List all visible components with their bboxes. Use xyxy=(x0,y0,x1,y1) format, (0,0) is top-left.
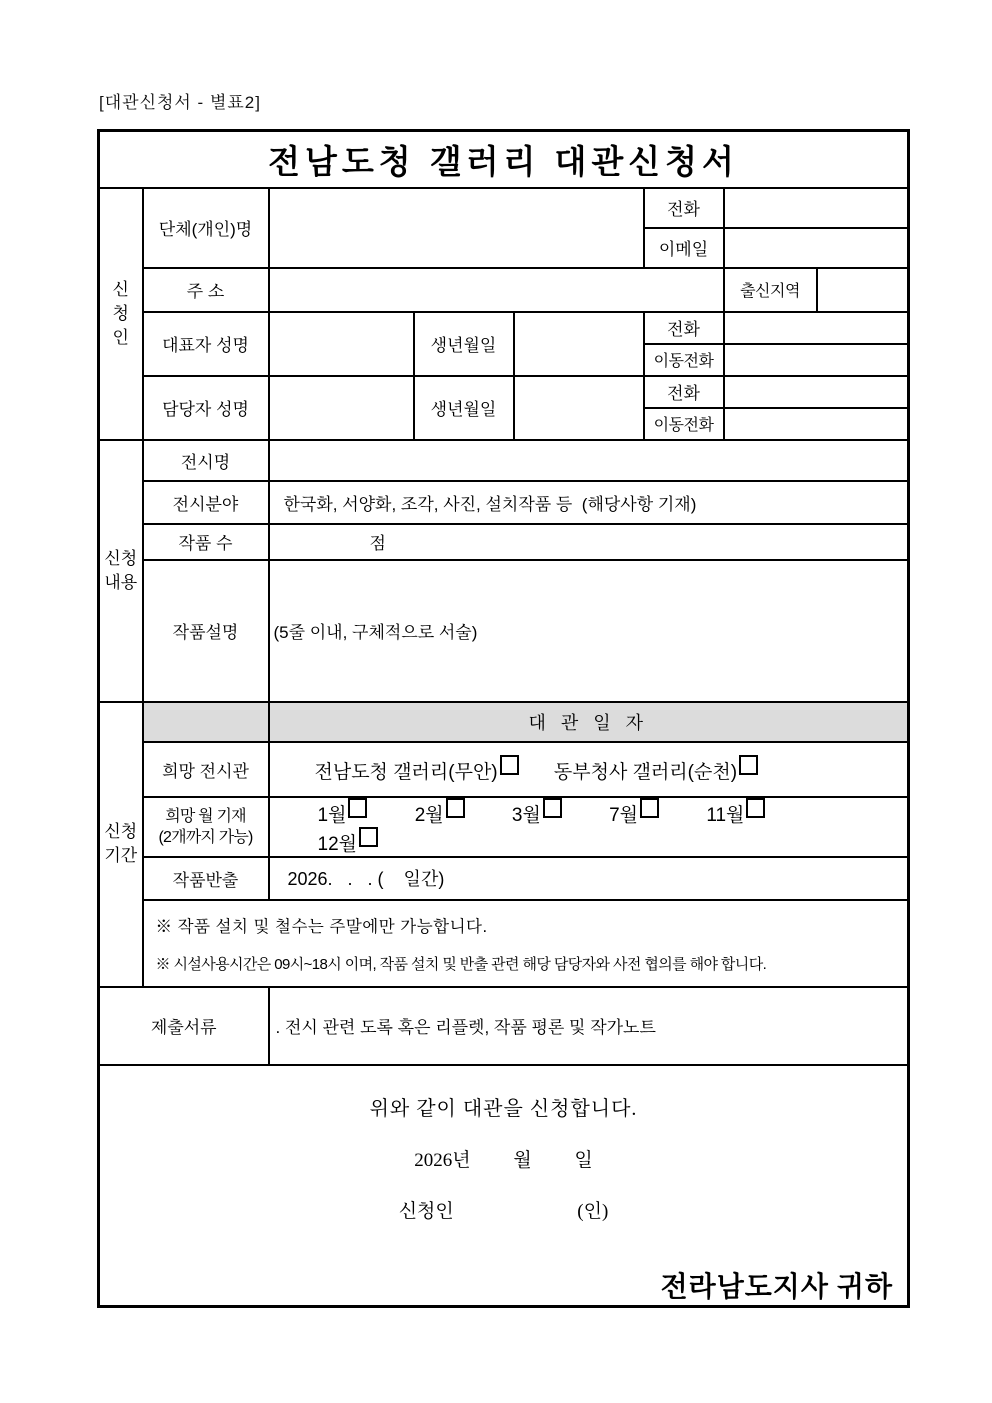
section-applicant-label-char: 신 xyxy=(112,279,129,299)
manager-phone-label: 전화 xyxy=(644,376,724,408)
exhibition-field-label: 전시분야 xyxy=(143,481,269,524)
month-option-label: 2월 xyxy=(414,804,444,826)
desired-month-label-line: (2개까지 가능) xyxy=(158,828,253,846)
artwork-return-input-cell[interactable]: 2026. . . ( 일간) xyxy=(269,857,909,900)
section-period-label-line: 기간 xyxy=(104,846,138,865)
month-option-checkbox-mar[interactable] xyxy=(543,798,562,818)
artwork-desc-input-cell[interactable]: (5줄 이내, 구체적으로 서술) xyxy=(269,560,909,702)
applicant-signature-line[interactable]: 신청인 (인) xyxy=(398,1200,609,1222)
section-content-label-line: 내용 xyxy=(104,572,138,592)
org-name-label: 단체(개인)명 xyxy=(143,188,269,268)
representative-name-input-cell[interactable] xyxy=(269,312,414,376)
submission-docs-value: . 전시 관련 도록 혹은 리플렛, 작품 평론 및 작가노트 xyxy=(269,987,909,1065)
month-option-checkbox-jul[interactable] xyxy=(640,798,659,818)
form-reference-note: [대관신청서 - 별표2] xyxy=(99,93,261,112)
submission-docs-label: 제출서류 xyxy=(99,987,269,1065)
note-weekend-only: ※ 작품 설치 및 철수는 주말에만 가능합니다. xyxy=(155,917,488,936)
address-label: 주 소 xyxy=(143,268,269,312)
rental-date-header-spacer xyxy=(143,702,269,742)
manager-birthdate-label: 생년월일 xyxy=(414,376,514,440)
manager-name-label: 담당자 성명 xyxy=(143,376,269,440)
exhibition-title-input-cell[interactable] xyxy=(269,440,909,481)
month-option-label: 12월 xyxy=(317,833,357,855)
manager-mobile-input-cell[interactable] xyxy=(724,408,909,440)
address-input-cell[interactable] xyxy=(269,268,724,312)
org-phone-input-cell[interactable] xyxy=(724,188,909,228)
artwork-count-label: 작품 수 xyxy=(143,524,269,560)
application-form-table xyxy=(97,129,910,1308)
representative-name-label: 대표자 성명 xyxy=(143,312,269,376)
gallery-option-muan-label: 전남도청 갤러리(무안) xyxy=(314,761,498,783)
month-option-label: 1월 xyxy=(317,804,347,826)
signature-date-line[interactable]: 2026년 월 일 xyxy=(414,1149,593,1171)
section-period-label xyxy=(99,702,143,987)
representative-birthdate-label: 생년월일 xyxy=(414,312,514,376)
manager-mobile-label: 이동전화 xyxy=(644,408,724,440)
exhibition-field-value[interactable]: 한국화, 서양화, 조각, 사진, 설치작품 등 (해당사항 기재) xyxy=(269,481,909,524)
representative-phone-input-cell[interactable] xyxy=(724,312,909,344)
section-content-label-line: 신청 xyxy=(104,548,138,568)
desired-gallery-label: 희망 전시관 xyxy=(143,742,269,797)
artwork-count-input-cell[interactable]: 점 xyxy=(269,524,909,560)
note-facility-hours: ※ 시설사용시간은 09시~18시 이며, 작품 설치 및 반출 관련 해당 담당자와 사전 협의를 해야 합니다. xyxy=(155,955,767,973)
signature-block xyxy=(99,1065,909,1307)
desired-month-options-cell xyxy=(269,797,909,857)
representative-birthdate-input-cell[interactable] xyxy=(514,312,644,376)
month-option-checkbox-jan[interactable] xyxy=(348,798,367,818)
exhibition-title-label: 전시명 xyxy=(143,440,269,481)
section-period-label-line: 신청 xyxy=(104,822,138,841)
gallery-option-suncheon-checkbox[interactable] xyxy=(739,755,758,775)
manager-birthdate-input-cell[interactable] xyxy=(514,376,644,440)
representative-phone-label: 전화 xyxy=(644,312,724,344)
application-document xyxy=(97,88,907,1308)
email-label: 이메일 xyxy=(644,228,724,268)
gallery-option-suncheon-label: 동부청사 갤러리(순천) xyxy=(553,761,738,783)
month-option-label: 11월 xyxy=(706,804,745,826)
section-content-label xyxy=(99,440,143,702)
section-applicant-label-char: 인 xyxy=(112,327,129,347)
desired-month-label xyxy=(143,797,269,857)
manager-phone-input-cell[interactable] xyxy=(724,376,909,408)
application-statement: 위와 같이 대관을 신청합니다. xyxy=(369,1097,638,1120)
month-option-checkbox-nov[interactable] xyxy=(746,798,765,818)
org-phone-label: 전화 xyxy=(644,188,724,228)
origin-region-input-cell[interactable] xyxy=(817,268,909,312)
artwork-desc-label: 작품설명 xyxy=(143,560,269,702)
month-option-label: 7월 xyxy=(609,804,639,826)
rental-date-header: 대 관 일 자 xyxy=(269,702,909,742)
month-option-checkbox-dec[interactable] xyxy=(359,827,378,847)
email-input-cell[interactable] xyxy=(724,228,909,268)
notes-cell xyxy=(143,900,909,987)
manager-name-input-cell[interactable] xyxy=(269,376,414,440)
section-applicant-label xyxy=(99,188,143,440)
month-option-checkbox-feb[interactable] xyxy=(446,798,465,818)
form-title: 전남도청 갤러리 대관신청서 xyxy=(99,131,909,188)
recipient-line: 전라남도지사 귀하 xyxy=(660,1271,893,1303)
desired-month-label-line: 희망 월 기재 xyxy=(165,807,246,825)
representative-mobile-label: 이동전화 xyxy=(644,344,724,376)
artwork-return-label: 작품반출 xyxy=(143,857,269,900)
section-applicant-label-char: 청 xyxy=(112,303,129,323)
origin-region-label: 출신지역 xyxy=(724,268,817,312)
org-name-input-cell[interactable] xyxy=(269,188,644,268)
desired-gallery-options-cell xyxy=(269,742,909,797)
representative-mobile-input-cell[interactable] xyxy=(724,344,909,376)
month-option-label: 3월 xyxy=(511,804,541,826)
gallery-option-muan-checkbox[interactable] xyxy=(500,755,519,775)
